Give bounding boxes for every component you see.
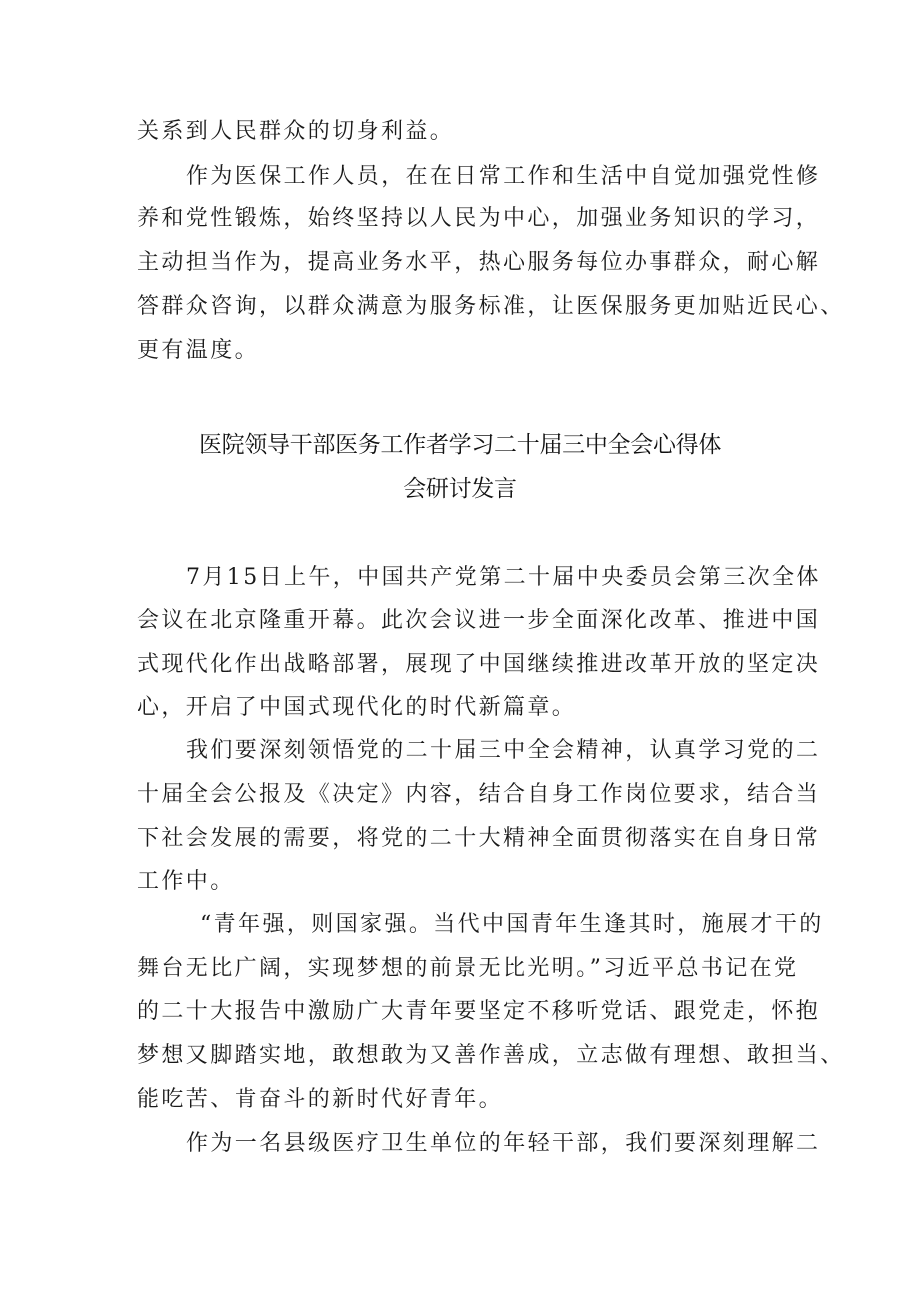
paragraph-line: 舞台无比广阔，实现梦想的前景无比光明。”习近平总书记在党 xyxy=(137,956,799,981)
paragraph-line: 工作中。 xyxy=(137,869,235,894)
paragraph-line: 7月15日上午，中国共产党第二十届中央委员会第三次全体 xyxy=(186,565,821,590)
paragraph-line: 作为一名县级医疗卫生单位的年轻干部，我们要深刻理解二 xyxy=(186,1131,821,1156)
paragraph-line: 能吃苦、肯奋斗的新时代好青年。 xyxy=(137,1087,504,1112)
paragraph-line: 式现代化作出战略部署，展现了中国继续推进改革开放的坚定决 xyxy=(137,652,821,677)
paragraph-line: 梦想又脚踏实地，敢想敢为又善作善成，立志做有理想、敢担当、 xyxy=(137,1043,845,1068)
paragraph-line: 主动担当作为，提高业务水平，热心服务每位办事群众，耐心解 xyxy=(137,250,821,275)
paragraph-line: 更有温度。 xyxy=(137,338,260,363)
paragraph-line: 答群众咨询，以群众满意为服务标准，让医保服务更加贴近民心、 xyxy=(137,294,845,319)
paragraph-line: 养和党性锻炼，始终坚持以人民为中心，加强业务知识的学习， xyxy=(137,206,821,231)
paragraph-line: 作为医保工作人员，在在日常工作和生活中自觉加强党性修 xyxy=(186,164,821,189)
document-title-line-2: 会研讨发言 xyxy=(403,476,517,502)
paragraph-line: 的二十大报告中激励广大青年要坚定不移听党话、跟党走，怀抱 xyxy=(137,999,821,1024)
paragraph-line: 下社会发展的需要，将党的二十大精神全面贯彻落实在自身日常 xyxy=(137,826,821,851)
paragraph-line: 心，开启了中国式现代化的时代新篇章。 xyxy=(137,695,577,720)
paragraph-line: 我们要深刻领悟党的二十届三中全会精神，认真学习党的二 xyxy=(186,738,821,763)
paragraph-line: 十届全会公报及《决定》内容，结合自身工作岗位要求，结合当 xyxy=(137,782,821,807)
paragraph-line: 会议在北京隆重开幕。此次会议进一步全面深化改革、推进中国 xyxy=(137,608,821,633)
document-title-line-1: 医院领导干部医务工作者学习二十届三中全会心得体 xyxy=(198,432,722,458)
paragraph-line: “青年强，则国家强。当代中国青年生逢其时，施展才干的 xyxy=(200,912,824,937)
paragraph-line: 关系到人民群众的切身利益。 xyxy=(137,119,455,144)
